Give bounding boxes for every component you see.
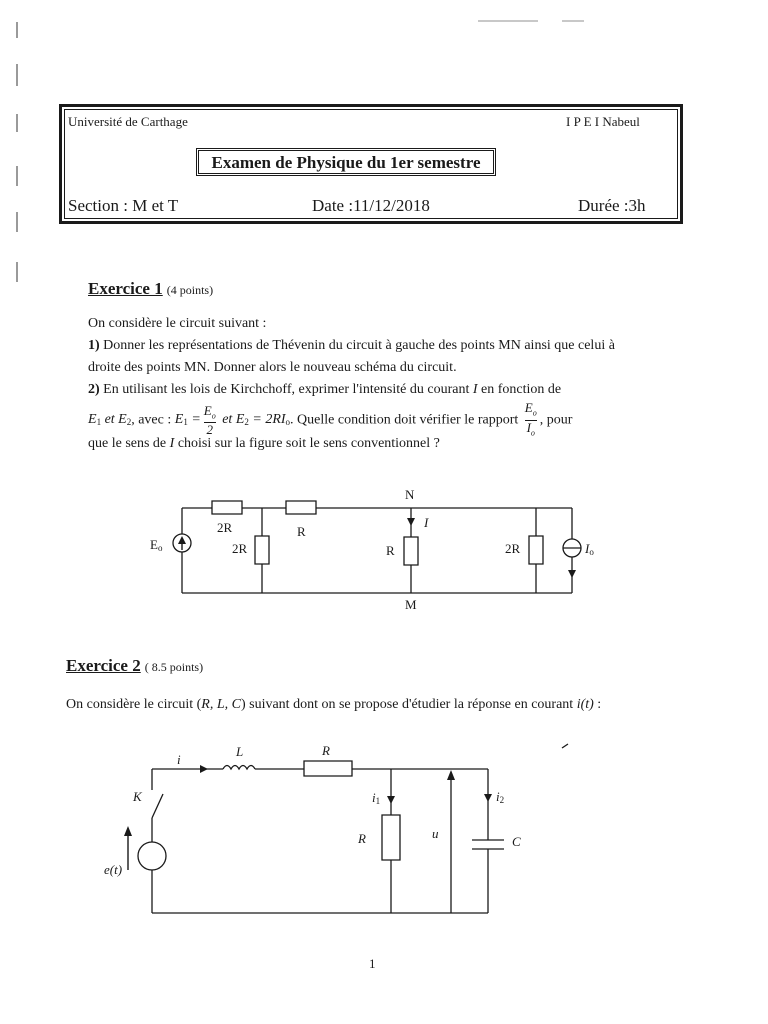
current-I-label: I [424, 515, 429, 530]
ink-mark [562, 744, 568, 748]
resistor-R-shunt-label: R [358, 831, 366, 846]
source-arrow-stem [127, 834, 128, 870]
label-i: i [372, 790, 376, 805]
exam-date: Date :11/12/2018 [312, 196, 430, 215]
section-label: Section : M et T [68, 196, 179, 215]
resistor-2R-right-label: 2R [505, 541, 521, 556]
question1-text: Donner les représentations de Thévenin du circuit à gauche des points MN ainsi que celui à [103, 338, 615, 353]
resistor-R-shunt [382, 815, 400, 860]
resistor-R-mid-label: R [386, 543, 395, 558]
voltage-u-label: u [432, 826, 439, 841]
current-arrow-i2 [484, 794, 492, 802]
intro-text-a: On considère le circuit ( [66, 697, 202, 712]
inductor-L-label: L [236, 744, 244, 759]
exam-duration: Durée :3h [578, 196, 646, 215]
inductor-L [223, 766, 255, 770]
label-sub: o [589, 547, 594, 557]
institute-name: I P E I Nabeul [566, 114, 640, 129]
intro-text-c: : [593, 697, 602, 712]
current-i-label: i [177, 752, 181, 767]
exercise1-points: (4 points) [166, 283, 214, 297]
current-i1-label [372, 790, 380, 806]
label-E: E [150, 537, 158, 552]
formula-E1: $E_1$ = [174, 412, 201, 428]
intro-vars: R, L, C [201, 697, 241, 712]
intro-var-i: i(t) [576, 697, 594, 712]
switch-K [152, 794, 163, 818]
current-arrow-i1 [387, 796, 395, 804]
question2-text-f: que le sens de [88, 436, 167, 451]
university-name: Université de Carthage [68, 114, 188, 129]
capacitor-C-label: C [512, 834, 521, 849]
current-arrow-i [200, 765, 208, 773]
current-i2-label [496, 789, 504, 805]
question-number: 1) [88, 338, 100, 353]
variable-I: I [472, 382, 478, 397]
switch-K-label: K [133, 789, 142, 804]
exercise2-title: Exercice 2 [66, 656, 141, 675]
variable-I: I [169, 436, 175, 451]
formula-E1-E2: $E_1$ et $E_2$ [88, 412, 132, 428]
formula-E2: et $E_2 = 2RI_o$ [222, 412, 291, 428]
question2-text-c: , avec : [131, 412, 172, 428]
resistor-R-series [304, 761, 352, 776]
resistor-R-series-label: R [322, 743, 330, 758]
voltage-arrow-head [447, 770, 455, 780]
fraction-Eo-over-2: $\frac{E_o}{2}$ [203, 402, 216, 438]
node-N: N [405, 487, 415, 502]
label-i: i [496, 789, 500, 804]
label-sub: 1 [375, 796, 381, 806]
exercise1-intro: On considère le circuit suivant : [88, 316, 267, 331]
label-sub: o [157, 543, 163, 553]
fraction-Eo-over-Io: $\frac{E_o}{I_o}$ [524, 400, 537, 438]
resistor-2R-shunt-label: 2R [232, 541, 248, 556]
question2-text-e: , pour [539, 412, 573, 428]
exam-title: Examen de Physique du 1er semestre [196, 148, 496, 176]
question2-text-d: . Quelle condition doit vérifier le rapport [290, 412, 519, 428]
label-I: I [585, 541, 590, 556]
source-e-label: e(t) [104, 862, 123, 877]
resistor-R-series-label: R [297, 524, 306, 539]
exercise2-points: ( 8.5 points) [144, 660, 204, 674]
intro-text-b: ) suivant dont on se propose d'étudier la réponse en courant [240, 697, 574, 712]
question2-text: En utilisant les lois de Kirchchoff, exprimer l'intensité du courant [103, 382, 470, 397]
question1-text-cont: droite des points MN. Donner alors le nouveau schéma du circuit. [88, 360, 457, 375]
question2-text-g: choisi sur la figure soit le sens conventionnel ? [177, 436, 440, 451]
voltage-source-e [138, 842, 166, 870]
question-number: 2) [88, 382, 100, 397]
page-number: 1 [369, 956, 376, 971]
resistor-2R-series-label: 2R [217, 520, 233, 535]
question2-text-b: en fonction de [481, 382, 562, 397]
node-M: M [405, 597, 417, 612]
label-sub: 2 [499, 795, 505, 805]
exercise1-title: Exercice 1 [88, 279, 163, 298]
